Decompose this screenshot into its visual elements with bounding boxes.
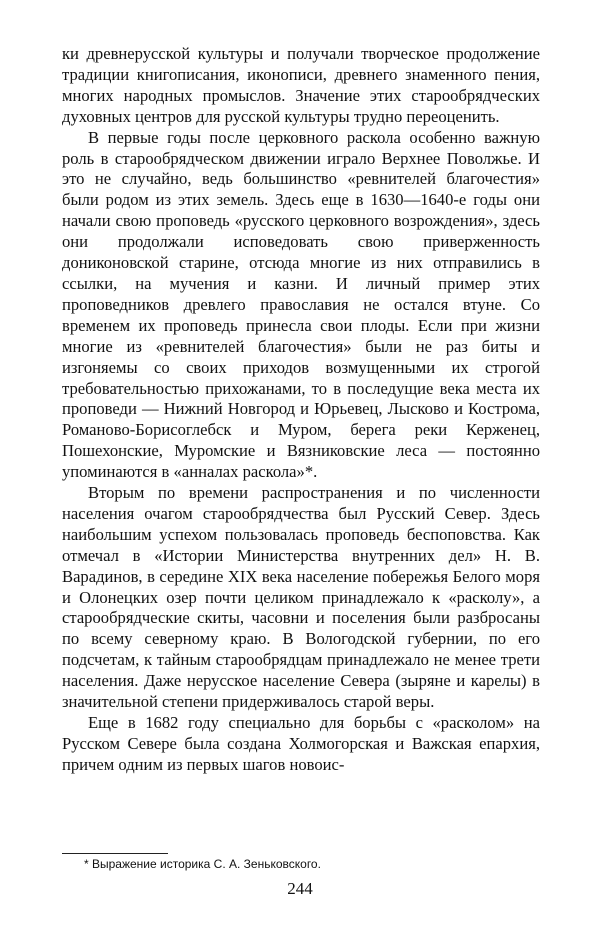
- paragraph-3: Вторым по времени распространения и по численности населения очагом старообрядчества был Русский Север. Здесь наибольшим успехом пользовалась проповедь беспоповства. Как отмечал в «Истории Министерства внутренних дел» Н. В. Варадинов, в середине XIX века население побережья Белого моря и Олонецких озер почти целиком принадлежало к «расколу», а старообрядческие скиты, часовни и поселения были разбросаны по всему северному краю. В Вологодской губернии, по его подсчетам, к тайным старообрядцам принадлежало не менее трети населения. Даже нерусское население Севера (зыряне и карелы) в значительной степени придерживалось старой веры.: [62, 483, 540, 712]
- paragraph-4: Еще в 1682 году специально для борьбы с «расколом» на Русском Севере была создана Холмогорская и Важская епархия, причем одним из первых шагов новоис-: [62, 713, 540, 774]
- page-body: [62, 44, 540, 776]
- paragraph-2: В первые годы после церковного раскола особенно важную роль в старообрядческом движении играло Верхнее Поволжье. И это не случайно, ведь большинство «ревнителей благочестия» были родом из этих земель. Здесь еще в 1630—1640-е годы они начали свою проповедь «русского церковного возрождения», здесь они продолжали исповедовать свою приверженность дониконовской старине, отсюда многие из них отправились в ссылки, на мучения и казни. И личный пример этих проповедников древлего православия не остался втуне. Со временем их проповедь принесла свои плоды. Если при жизни многие из «ревнителей благочестия» были не раз биты и изгоняемы со своих приходов возмущенными их строгой требовательностью прихожанами, то в последущие века места их проповеди — Нижний Новгород и Юрьевец, Лысково и Кострома, Романово-Борисоглебск и Муром, берега реки Керженец, Пошехонские, Муромские и Вязниковские леса — постоянно упоминаются в «анналах раскола»*.: [62, 127, 540, 482]
- footnote: * Выражение историка С. А. Зеньковского.: [84, 857, 321, 871]
- paragraph-1: ки древнерусской культуры и получали творческое продолжение традиции книгописания, иконописи, древнего знаменного пения, многих народных промыслов. Значение этих старообрядческих духовных центров для русской культуры трудно переоценить.: [62, 44, 540, 126]
- page-number: 244: [287, 879, 313, 898]
- footnote-divider: [62, 853, 168, 854]
- main-text: [62, 44, 540, 776]
